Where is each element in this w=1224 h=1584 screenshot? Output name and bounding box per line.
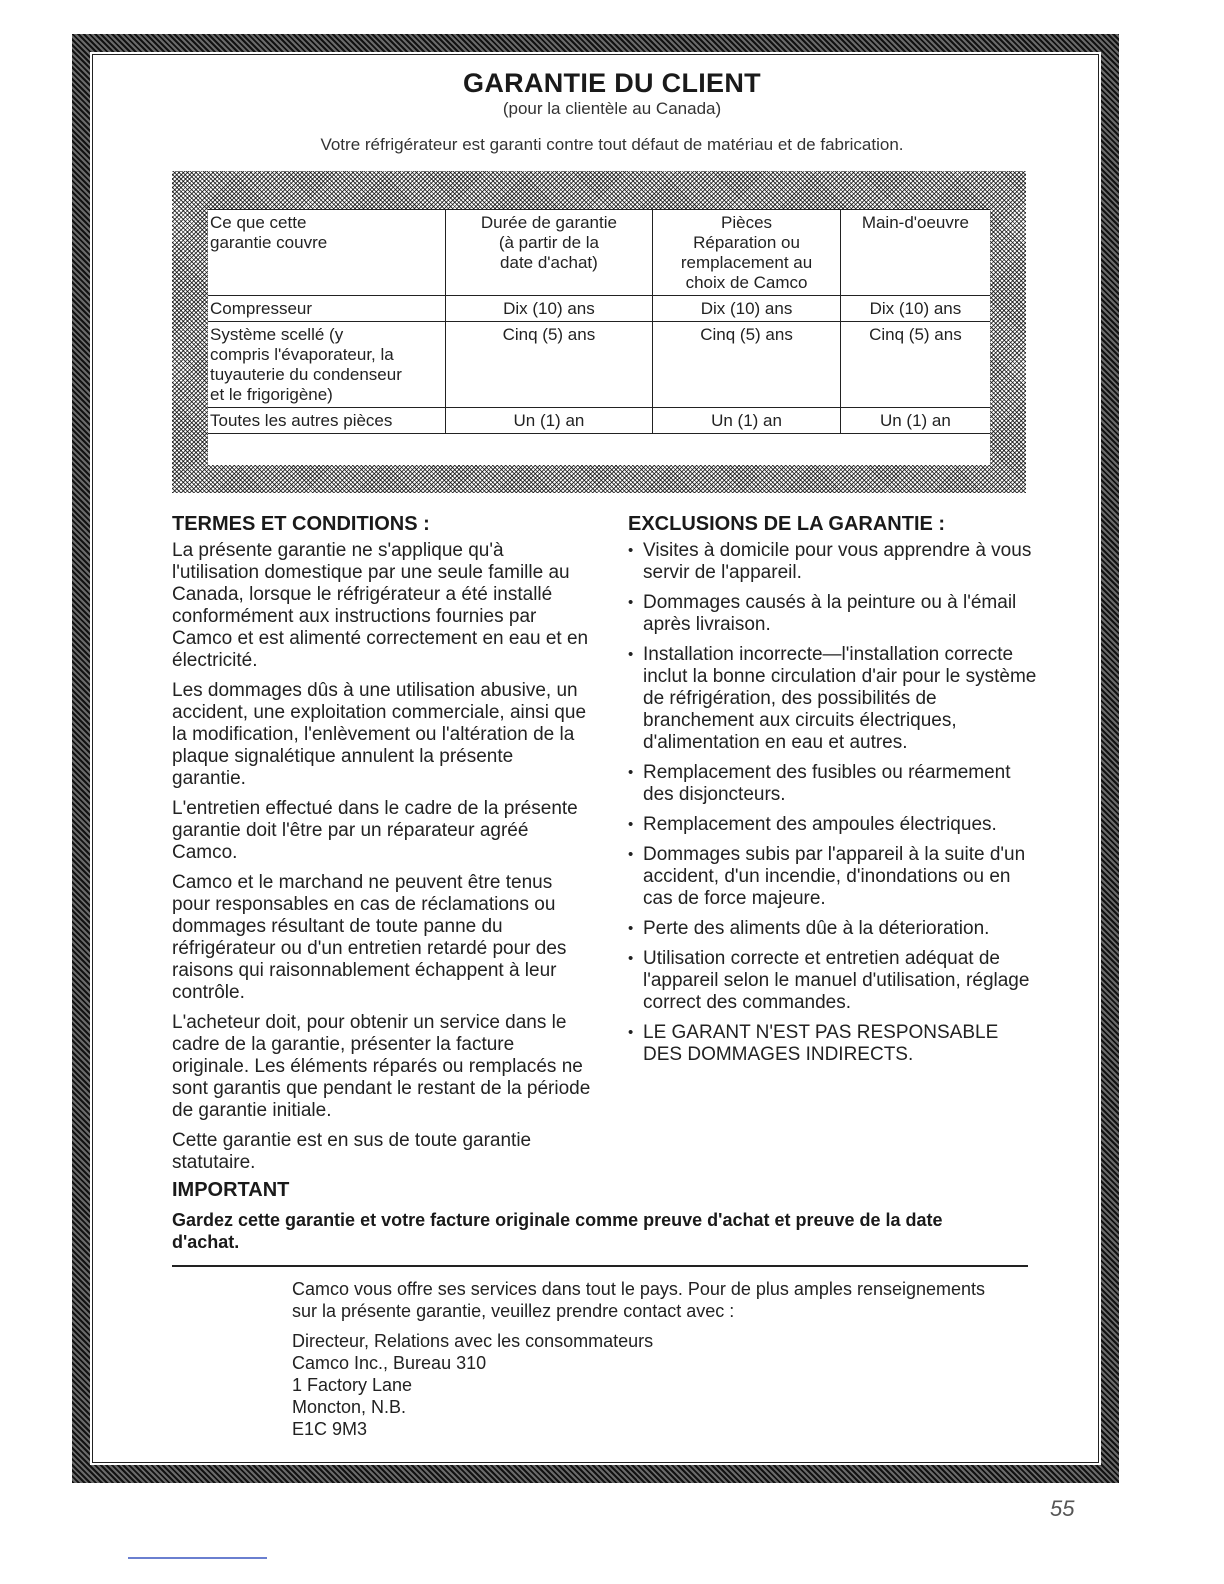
- table-row: [208, 322, 990, 408]
- item-line: Système scellé (y: [210, 325, 344, 344]
- exclusions-list: [628, 540, 1038, 1066]
- exclusions-heading: EXCLUSIONS DE LA GARANTIE :: [628, 513, 946, 535]
- contact-intro: Camco vous offre ses services dans tout le pays. Pour de plus amples renseignements sur la présente garantie, veuillez prendre contact avec :: [292, 1279, 986, 1321]
- divider: [172, 1265, 1028, 1267]
- cell-parts: Dix (10) ans: [653, 296, 841, 322]
- header-labor: [840, 210, 990, 296]
- table-header-row: [208, 210, 990, 296]
- header-line: Réparation ou: [693, 233, 800, 252]
- page-title: GARANTIE DU CLIENT: [463, 68, 761, 98]
- list-item: • Dommages causés à la peinture ou à l'émail après livraison.: [628, 592, 1038, 636]
- terms-section: [172, 540, 592, 1182]
- header-duration: [445, 210, 653, 296]
- table-row: [208, 408, 990, 434]
- header-line: date d'achat): [500, 253, 598, 272]
- footer-underline: [128, 1557, 267, 1559]
- header-line: (à partir de la: [498, 233, 600, 252]
- cell-item: [208, 408, 445, 434]
- cell-parts: Cinq (5) ans: [653, 322, 841, 408]
- header-line: choix de Camco: [685, 273, 808, 292]
- address-line: Moncton, N.B.: [292, 1397, 407, 1417]
- address-line: Camco Inc., Bureau 310: [292, 1353, 487, 1373]
- important-text: Gardez cette garantie et votre facture originale comme preuve d'achat et preuve de la date d'achat.: [172, 1210, 943, 1252]
- list-item: • Installation incorrecte—l'installation correcte inclut la bonne circulation d'air pour le système de réfrigération, des possibilités de branchement aux circuits électriques, d'alimentation en eau et autres.: [628, 644, 1038, 754]
- intro-text: Votre réfrigérateur est garanti contre tout défaut de matériau et de fabrication.: [320, 135, 904, 154]
- item-line: et le frigorigène): [210, 385, 333, 404]
- address-line: 1 Factory Lane: [292, 1375, 413, 1395]
- list-item: • Utilisation correcte et entretien adéquat de l'appareil selon le manuel d'utilisation, réglage correct des commandes.: [628, 948, 1038, 1014]
- list-item: • Dommages subis par l'appareil à la suite d'un accident, d'un incendie, d'inondations ou en cas de force majeure.: [628, 844, 1038, 910]
- header-parts: [653, 210, 841, 296]
- cell-item: [208, 296, 445, 322]
- cell-duration: Cinq (5) ans: [445, 322, 653, 408]
- cell-labor: Dix (10) ans: [840, 296, 990, 322]
- item-line: Compresseur: [210, 299, 313, 318]
- cell-duration: Un (1) an: [445, 408, 653, 434]
- cell-labor: Un (1) an: [840, 408, 990, 434]
- list-item: • Visites à domicile pour vous apprendre à vous servir de l'appareil.: [628, 540, 1038, 584]
- warranty-table-panel: [172, 171, 1026, 493]
- terms-paragraph: L'acheteur doit, pour obtenir un service dans le cadre de la garantie, présenter la facture originale. Les éléments réparés ou remplacés ne sont garantis que pendant le restant de la période de garantie initiale.: [172, 1012, 591, 1121]
- exclusions-section: [628, 540, 1038, 1074]
- terms-paragraph: Les dommages dûs à une utilisation abusive, un accident, une exploitation commerciale, ainsi que la modification, l'enlèvement ou l'altération de la plaque signalétique annulent la présente garantie.: [172, 680, 587, 789]
- item-line: Toutes les autres pièces: [210, 411, 393, 430]
- item-line: compris l'évaporateur, la: [210, 345, 394, 364]
- table-row: [208, 296, 990, 322]
- important-heading: IMPORTANT: [172, 1179, 290, 1201]
- address-line: E1C 9M3: [292, 1419, 368, 1439]
- contact-section: [292, 1278, 1012, 1440]
- terms-paragraph: Camco et le marchand ne peuvent être tenus pour responsables en cas de réclamations ou dommages résultant de toute panne du réfrigérateur ou d'un entretien retardé pour des raisons qui raisonnablement échappent à leur contrôle.: [172, 872, 567, 1003]
- list-item: • Perte des aliments dûe à la déterioration.: [628, 918, 1038, 940]
- header-line: garantie couvre: [210, 233, 328, 252]
- header-line: Main-d'oeuvre: [861, 213, 970, 232]
- header-line: Durée de garantie: [480, 213, 617, 232]
- header-line: Pièces: [721, 213, 773, 232]
- header-coverage: [208, 210, 445, 296]
- cell-item: [208, 322, 445, 408]
- address-line: Directeur, Relations avec les consommateurs: [292, 1331, 654, 1351]
- cell-parts: Un (1) an: [653, 408, 841, 434]
- terms-paragraph: La présente garantie ne s'applique qu'à l'utilisation domestique par une seule famille au Canada, lorsque le réfrigérateur a été installé conformément aux instructions fournies par Camco et est alimenté correctement en eau et en électricité.: [172, 540, 589, 671]
- terms-paragraph: L'entretien effectué dans le cadre de la présente garantie doit l'être par un réparateur agréé Camco.: [172, 798, 578, 863]
- warranty-table: [208, 209, 990, 434]
- cell-duration: Dix (10) ans: [445, 296, 653, 322]
- header-line: remplacement au: [680, 253, 813, 272]
- page-number: 55: [1050, 1496, 1075, 1521]
- terms-paragraph: Cette garantie est en sus de toute garantie statutaire.: [172, 1130, 532, 1173]
- cell-labor: Cinq (5) ans: [840, 322, 990, 408]
- page-subtitle: (pour la clientèle au Canada): [502, 99, 722, 118]
- list-item: • LE GARANT N'EST PAS RESPONSABLE DES DOMMAGES INDIRECTS.: [628, 1022, 1038, 1066]
- item-line: tuyauterie du condenseur: [210, 365, 402, 384]
- terms-heading: TERMES ET CONDITIONS :: [172, 513, 430, 535]
- list-item: • Remplacement des ampoules électriques.: [628, 814, 1038, 836]
- header-line: Ce que cette: [210, 213, 307, 232]
- list-item: • Remplacement des fusibles ou réarmement des disjoncteurs.: [628, 762, 1038, 806]
